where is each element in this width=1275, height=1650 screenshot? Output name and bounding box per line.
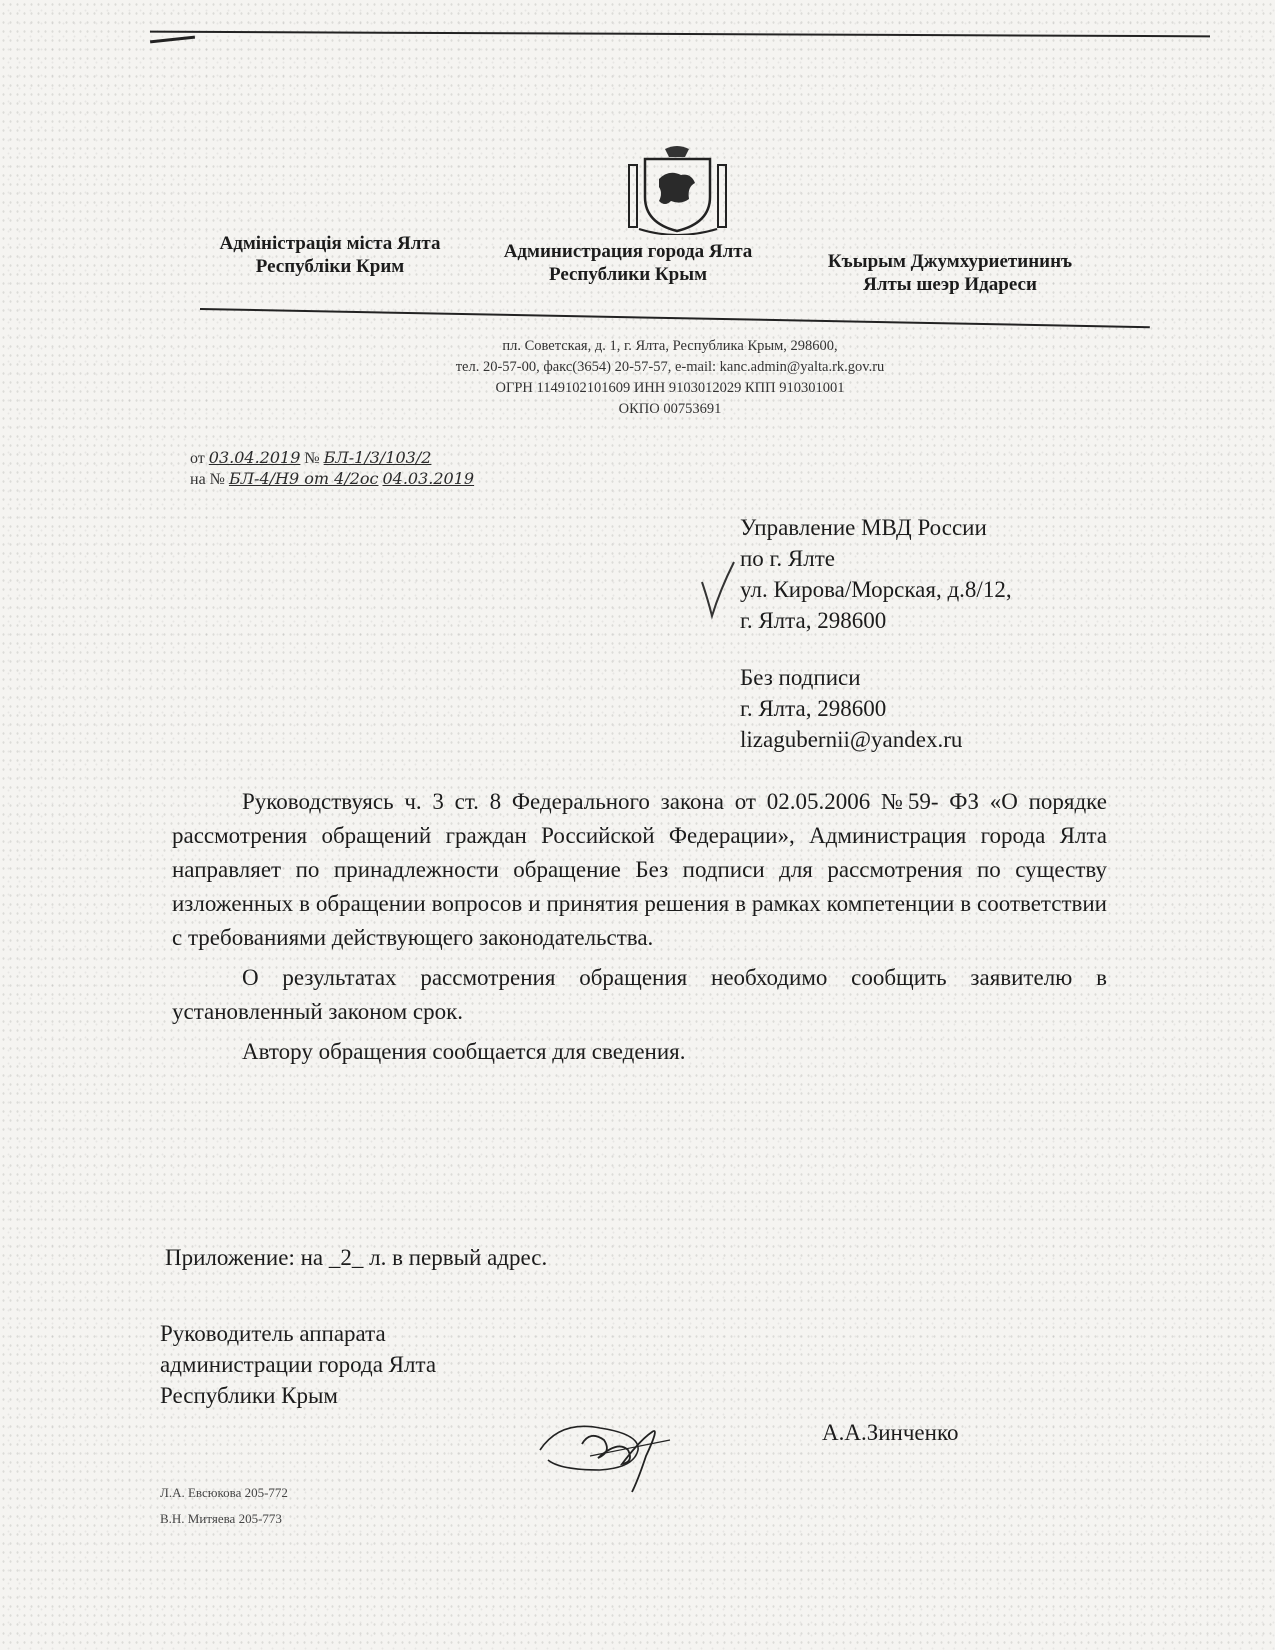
from-label: от	[190, 450, 205, 467]
incoming-label: на №	[190, 471, 225, 488]
registration-outgoing	[190, 448, 474, 469]
signer-title-line-1: Руководитель аппарата	[160, 1321, 386, 1346]
contact-phone: тел. 20-57-00, факс(3654) 20-57-57, e-mail: kanc.admin@yalta.rk.gov.ru	[455, 359, 885, 375]
body-paragraph-3: Автору обращения сообщается для сведения.	[242, 1039, 686, 1064]
executors-block	[160, 1480, 288, 1532]
incoming-number: БЛ-4/Н9 от 4/2ос	[228, 469, 379, 488]
header-crimean-tatar-line-2: Ялты шеэр Идареси	[863, 274, 1037, 295]
addressee-block	[740, 512, 1012, 636]
top-border-line	[150, 31, 1210, 38]
sender-line-1: Без подписи	[740, 665, 861, 690]
addressee-line-3: ул. Кирова/Морская, д.8/12,	[740, 577, 1012, 602]
header-ukrainian	[195, 232, 465, 278]
number-label: №	[304, 450, 320, 467]
signer-name: А.А.Зинченко	[822, 1420, 959, 1445]
attachment-note: Приложение: на _2_ л. в первый адрес.	[165, 1245, 548, 1270]
sender-line-2: г. Ялта, 298600	[740, 696, 887, 721]
header-ukrainian-line-2: Республіки Крим	[255, 256, 405, 277]
from-date: 03.04.2019	[208, 448, 301, 467]
contact-address: пл. Советская, д. 1, г. Ялта, Республика Крым, 298600,	[502, 338, 838, 354]
sender-block	[740, 662, 962, 755]
incoming-date: 04.03.2019	[382, 469, 475, 488]
contact-block	[360, 336, 980, 420]
addressee-line-1: Управление МВД России	[740, 515, 987, 540]
addressee-line-2: по г. Ялте	[740, 546, 835, 571]
header-russian	[478, 240, 778, 286]
handwritten-signature	[530, 1400, 710, 1495]
registration-incoming	[190, 469, 474, 490]
header-ukrainian-line-1: Адміністрація міста Ялта	[219, 233, 441, 254]
signer-title-line-3: Республики Крым	[160, 1383, 338, 1408]
addressee-line-4: г. Ялта, 298600	[740, 608, 887, 633]
contact-okpo: ОКПО 00753691	[618, 401, 722, 417]
body-paragraph-1: Руководствуясь ч. 3 ст. 8 Федерального закона от 02.05.2006 №59- ФЗ «О порядке рассмотрения обращений граждан Российской Федерации», Администрация города Ялта направляет по принадлежности обращение Без подписи для рассмотрения по существу изложенных в обращении вопросов и принятия решения в рамках компетенции в соответствии с требованиями действующего законодательства.	[172, 789, 1107, 950]
registration-block	[190, 448, 474, 490]
header-russian-line-2: Республики Крым	[548, 264, 708, 285]
header-divider	[200, 308, 1150, 328]
signer-title-line-2: администрации города Ялта	[160, 1352, 437, 1377]
pen-mark	[150, 36, 195, 44]
checkmark-icon	[700, 560, 736, 620]
executor-2: В.Н. Митяева 205-773	[160, 1511, 282, 1526]
header-crimean-tatar-line-1: Къырым Джумхуриетининъ	[827, 251, 1073, 272]
crimea-coat-of-arms-icon	[625, 145, 730, 235]
outgoing-number: БЛ-1/3/103/2	[323, 448, 432, 467]
body-paragraph-2: О результатах рассмотрения обращения необходимо сообщить заявителю в установленный законом срок.	[172, 965, 1107, 1024]
header-russian-line-1: Администрация города Ялта	[503, 241, 753, 262]
executor-1: Л.А. Евсюкова 205-772	[160, 1485, 288, 1500]
header-crimean-tatar	[800, 250, 1100, 296]
letter-body	[172, 785, 1107, 1075]
contact-codes: ОГРН 1149102101609 ИНН 9103012029 КПП 910301001	[495, 380, 845, 396]
signer-title	[160, 1318, 436, 1411]
sender-email: lizagubernii@yandex.ru	[740, 727, 963, 752]
